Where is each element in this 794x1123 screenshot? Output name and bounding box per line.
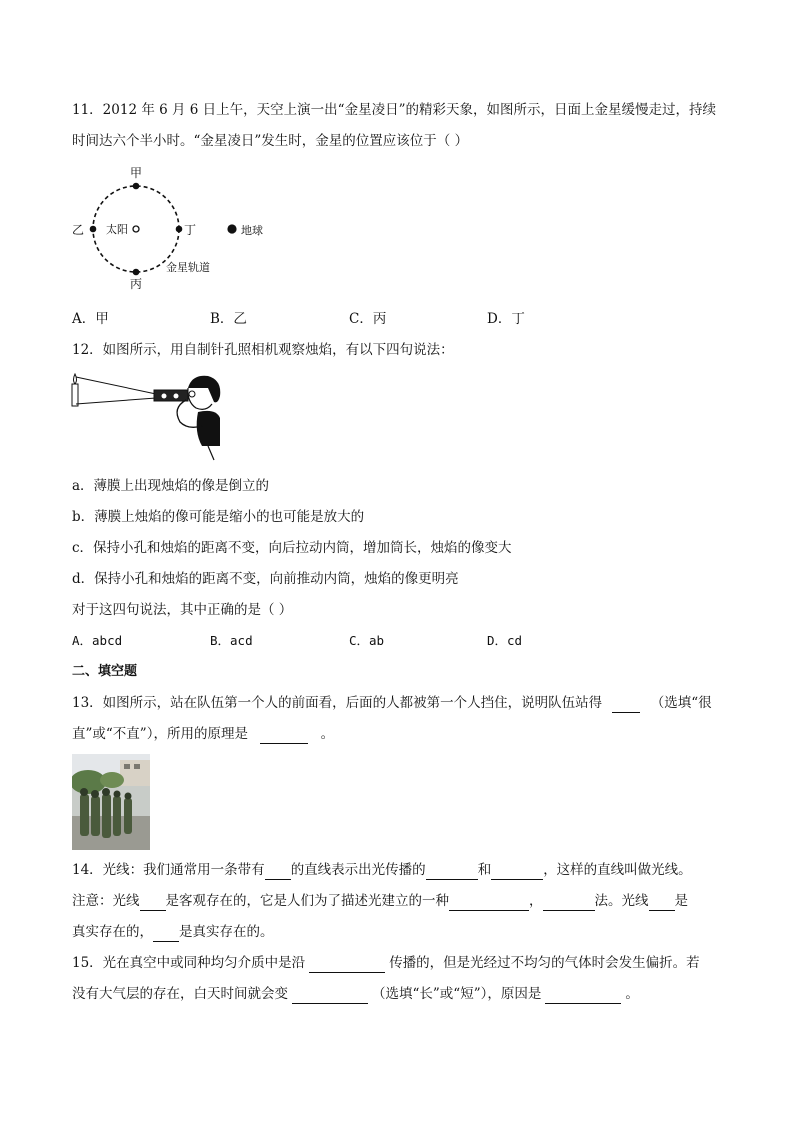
q11-option-a[interactable]: A．甲 (72, 311, 109, 327)
label-earth: 地球 (241, 224, 263, 237)
q12-question: 对于这四句说法，其中正确的是（ ） (72, 602, 293, 618)
position-jia-dot (133, 183, 140, 190)
q15-blank-1[interactable] (309, 957, 385, 973)
q14-text-7: ， (529, 893, 543, 909)
earth-dot (227, 224, 236, 233)
q11-option-d[interactable]: D．丁 (487, 311, 525, 327)
q14-text-6: 是客观存在的，它是人们为了描述光建立的一种 (165, 893, 449, 909)
q15-text-4: （选填“长”或“短”），原因是 (372, 986, 542, 1002)
q12-statement-b: b．薄膜上烛焰的像可能是缩小的也可能是放大的 (72, 509, 365, 525)
person-eye (189, 391, 195, 397)
q12-option-b[interactable]: B．acd (210, 633, 253, 648)
label-orbit: 金星轨道 (166, 261, 210, 274)
q14-blank-1[interactable] (265, 864, 291, 880)
camera-lens (162, 394, 167, 399)
q11-option-c[interactable]: C．丙 (349, 311, 387, 327)
position-bing-dot (133, 269, 140, 276)
q14-line3 (72, 922, 274, 942)
q14-blank-4[interactable] (140, 895, 166, 911)
q14-text-8: 法。光线 (594, 893, 649, 909)
soldiers-in-line-photo (72, 754, 150, 850)
q14-blank-2[interactable] (426, 864, 478, 880)
q11-stem-line2: 时间达六个半小时。“金星凌日”发生时，金星的位置应该位于（ ） (72, 133, 469, 149)
person-leg (208, 446, 214, 460)
section-fill-in-title: 二、填空题 (72, 664, 138, 679)
q14-blank-3[interactable] (491, 864, 543, 880)
pinhole-camera-figure (68, 368, 228, 463)
q14-text-3: 和 (477, 862, 492, 878)
q13-text-1: 13．如图所示，站在队伍第一个人的前面看，后面的人都被第一个人挡住，说明队伍站得 (72, 695, 603, 711)
sun-dot (133, 226, 139, 232)
q12-option-a[interactable]: A．abcd (72, 633, 123, 648)
q15-text-5: 。 (625, 986, 639, 1002)
light-ray-bottom (76, 398, 156, 404)
q14-text-5: 注意：光线 (72, 893, 140, 909)
q14-blank-5[interactable] (449, 895, 529, 911)
q15-blank-3[interactable] (545, 988, 621, 1004)
person-body (197, 411, 220, 446)
q13-blank-2[interactable] (260, 728, 308, 744)
q13-text-4: 。 (320, 726, 335, 742)
q12-option-c[interactable]: C．ab (349, 633, 385, 648)
q14-text-10: 真实存在的， (72, 924, 153, 940)
q14-blank-6[interactable] (543, 895, 595, 911)
q15-text-3: 没有大气层的存在，白天时间就会变 (72, 986, 288, 1002)
q14-line1 (72, 860, 692, 880)
label-ding: 丁 (184, 223, 197, 237)
q15-text-2: 传播的，但是光经过不均匀的气体时会发生偏折。若 (389, 955, 700, 971)
q12-statement-d: d．保持小孔和烛焰的距离不变，向前推动内筒，烛焰的像更明亮 (72, 571, 459, 587)
q14-text-2: 的直线表示出光传播的 (290, 862, 426, 878)
q15-text-1: 15．光在真空中或同种均匀介质中是沿 (72, 955, 306, 971)
candle-body (72, 384, 78, 406)
label-bing: 丙 (130, 277, 143, 291)
q14-text-9: 是 (674, 893, 688, 909)
q15-blank-2[interactable] (292, 988, 368, 1004)
light-ray-top (76, 377, 156, 394)
candle-flame (74, 374, 77, 384)
q14-blank-8[interactable] (153, 926, 179, 942)
camera-lens-2 (174, 394, 179, 399)
q14-line2 (72, 891, 688, 911)
q12-statement-a: a．薄膜上出现烛焰的像是倒立的 (72, 478, 270, 494)
q11-option-b[interactable]: B．乙 (210, 311, 247, 327)
label-jia: 甲 (130, 166, 143, 180)
q12-option-d[interactable]: D．cd (487, 633, 523, 648)
q14-text-11: 是真实存在的。 (179, 924, 274, 940)
q14-blank-7[interactable] (649, 895, 675, 911)
q12-stem: 12．如图所示，用自制针孔照相机观察烛焰，有以下四句说法： (72, 342, 454, 358)
q14-text-1: 14．光线：我们通常用一条带有 (72, 862, 265, 878)
camera-tube (154, 390, 188, 401)
q13-blank-1[interactable] (612, 697, 640, 713)
q15-line2 (72, 984, 639, 1004)
q13-text-3: 直”或“不直”），所用的原理是 (72, 726, 248, 742)
position-yi-dot (90, 226, 97, 233)
q11-stem-line1: 11．2012 年 6 月 6 日上午，天空上演一出“金星凌日”的精彩天象，如图所示，日面上金星缓慢走过，持续 (72, 102, 716, 118)
q13-text-2: （选填“很 (650, 695, 712, 711)
person-hair (188, 376, 220, 403)
q12-statement-c: c．保持小孔和烛焰的距离不变，向后拉动内筒，增加筒长，烛焰的像变大 (72, 540, 512, 556)
q14-text-4: ，这样的直线叫做光线。 (543, 862, 692, 878)
q13-line1 (72, 693, 712, 713)
q15-line1 (72, 953, 700, 973)
label-sun: 太阳 (106, 223, 128, 236)
q13-line2 (72, 724, 334, 744)
venus-transit-diagram (66, 162, 286, 292)
position-ding-dot (176, 226, 183, 233)
label-yi: 乙 (72, 223, 85, 237)
